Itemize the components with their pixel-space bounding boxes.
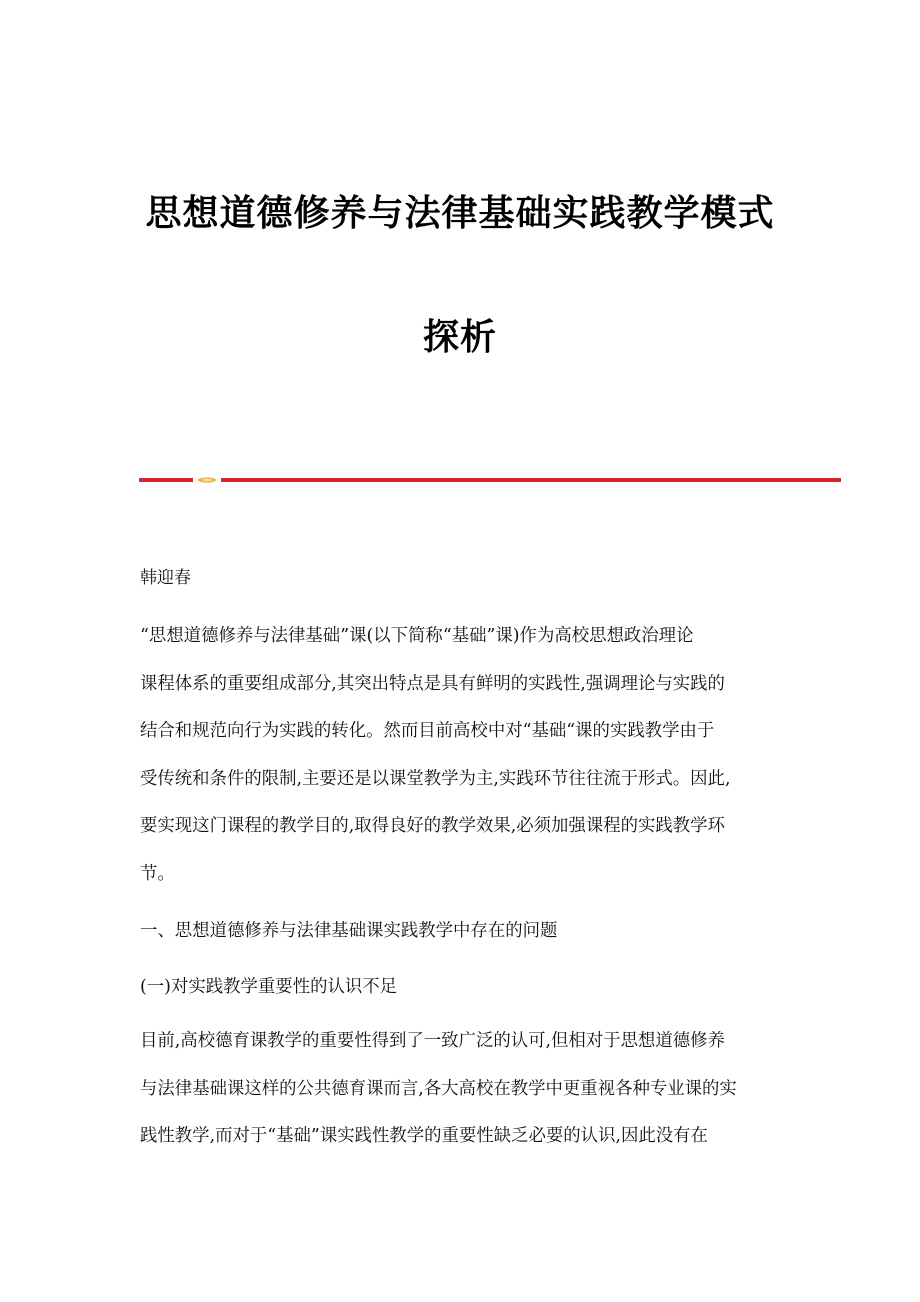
intro-line: 结合和规范向行为实践的转化。然而目前高校中对“基础“课的实践教学由于 — [140, 721, 715, 742]
intro-line: 节。 — [140, 863, 175, 884]
divider-bar-left — [139, 478, 193, 482]
body-line: 与法律基础课这样的公共德育课而言,各大高校在教学中更重视各种专业课的实 — [140, 1078, 737, 1099]
body-line: 践性教学,而对于“基础”课实践性教学的重要性缺乏必要的认识,因此没有在 — [140, 1126, 708, 1147]
title-divider — [139, 477, 841, 483]
section-heading: 一、思想道德修养与法律基础课实践教学中存在的问题 — [140, 921, 558, 941]
document-title-line-1: 思想道德修养与法律基础实践教学模式 — [145, 193, 775, 234]
author-name: 韩迎春 — [140, 568, 191, 588]
intro-line: “思想道德修养与法律基础”课(以下简称“基础”课)作为高校思想政治理论 — [140, 626, 694, 646]
subsection-heading: (一)对实践教学重要性的认识不足 — [140, 977, 398, 997]
intro-line: 受传统和条件的限制,主要还是以课堂教学为主,实践环节往往流于形式。因此, — [140, 768, 731, 789]
document-title-line-2: 探析 — [422, 317, 497, 358]
body-paragraph — [140, 1018, 780, 1161]
divider-ornament-icon — [197, 477, 217, 483]
body-line: 目前,高校德育课教学的重要性得到了一致广泛的认可,但相对于思想道德修养 — [140, 1031, 725, 1051]
intro-line: 课程体系的重要组成部分,其突出特点是具有鲜明的实践性,强调理论与实践的 — [140, 673, 725, 694]
intro-line: 要实现这门课程的教学目的,取得良好的教学效果,必须加强课程的实践教学环 — [140, 816, 725, 837]
divider-bar-right — [221, 478, 841, 482]
intro-paragraph — [140, 613, 780, 899]
